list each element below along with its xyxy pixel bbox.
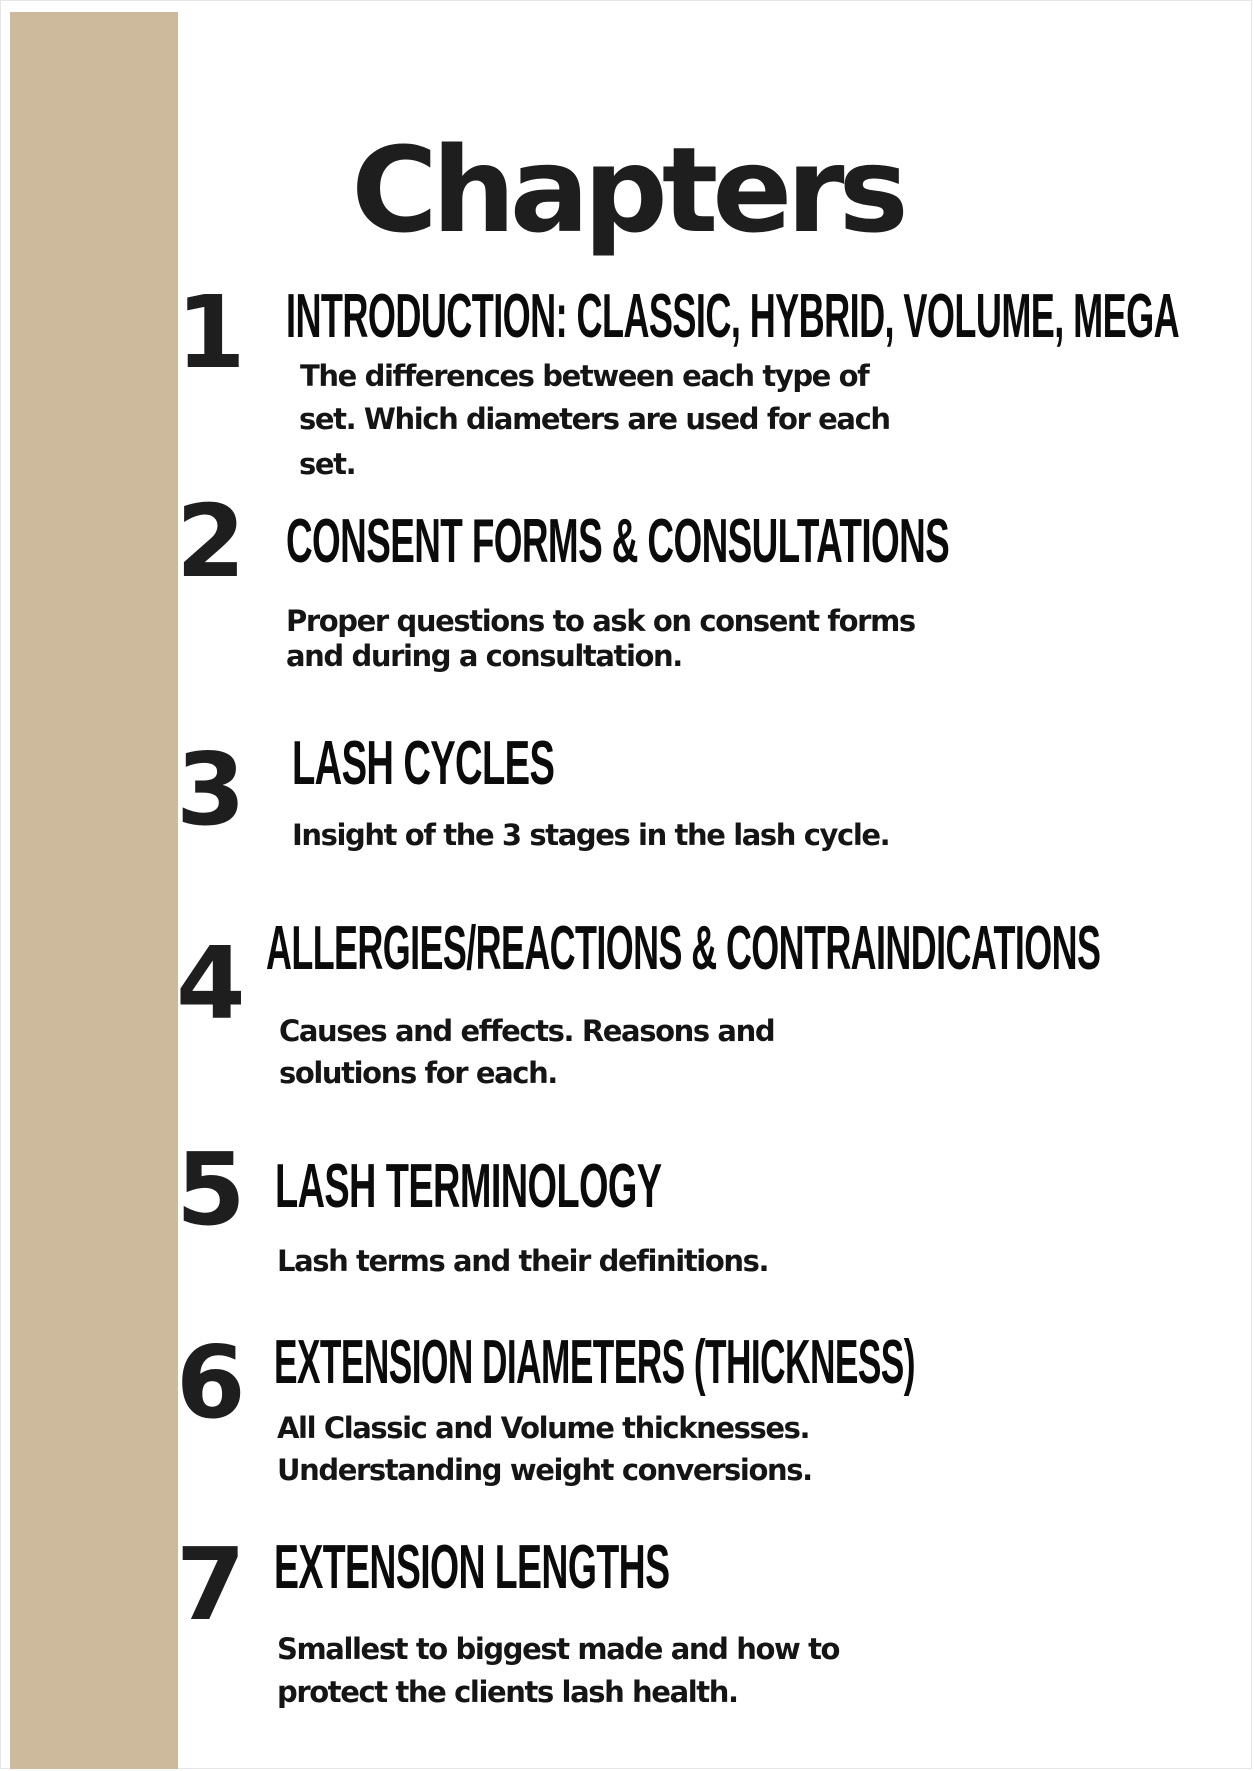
chapter-2-number: 2 xyxy=(176,483,246,600)
chapter-3-number: 3 xyxy=(176,731,246,848)
chapter-4-description-line-1: Causes and effects. Reasons and xyxy=(279,1014,775,1048)
chapter-5-number: 5 xyxy=(176,1131,246,1248)
chapter-3-heading: LASH CYCLES xyxy=(292,729,555,798)
chapter-7-description-line-2: protect the clients lash health. xyxy=(277,1675,738,1709)
chapter-2-heading: CONSENT FORMS & CONSULTATIONS xyxy=(286,507,950,576)
accent-side-band xyxy=(10,12,178,1769)
chapter-1-heading: INTRODUCTION: CLASSIC, HYBRID, VOLUME, MEGA xyxy=(286,282,1180,351)
chapter-4-description-line-2: solutions for each. xyxy=(279,1056,557,1090)
chapter-6-description-line-1: All Classic and Volume thicknesses. xyxy=(277,1411,810,1445)
chapter-2-description-line-2: and during a consultation. xyxy=(286,639,682,673)
chapter-1-description-line-3: set. xyxy=(299,447,356,481)
chapter-7-description-line-1: Smallest to biggest made and how to xyxy=(277,1632,840,1666)
chapter-2-description-line-1: Proper questions to ask on consent forms xyxy=(286,604,915,638)
chapter-7-heading: EXTENSION LENGTHS xyxy=(274,1533,670,1602)
chapter-4-heading: ALLERGIES/REACTIONS & CONTRAINDICATIONS xyxy=(266,914,1101,983)
chapter-6-number: 6 xyxy=(176,1324,246,1441)
chapter-7-number: 7 xyxy=(176,1526,246,1643)
page-title: Chapters xyxy=(351,121,903,260)
chapter-6-heading: EXTENSION DIAMETERS (THICKNESS) xyxy=(274,1328,915,1397)
chapter-1-description-line-1: The differences between each type of xyxy=(300,359,869,393)
chapter-3-description-line-1: Insight of the 3 stages in the lash cycle. xyxy=(292,818,890,852)
chapter-1-number: 1 xyxy=(176,274,246,391)
chapter-1-description-line-2: set. Which diameters are used for each xyxy=(299,402,890,436)
chapter-5-heading: LASH TERMINOLOGY xyxy=(275,1152,662,1221)
chapter-6-description-line-2: Understanding weight conversions. xyxy=(277,1453,812,1487)
chapter-5-description-line-1: Lash terms and their definitions. xyxy=(277,1244,769,1278)
chapter-4-number: 4 xyxy=(176,925,246,1042)
